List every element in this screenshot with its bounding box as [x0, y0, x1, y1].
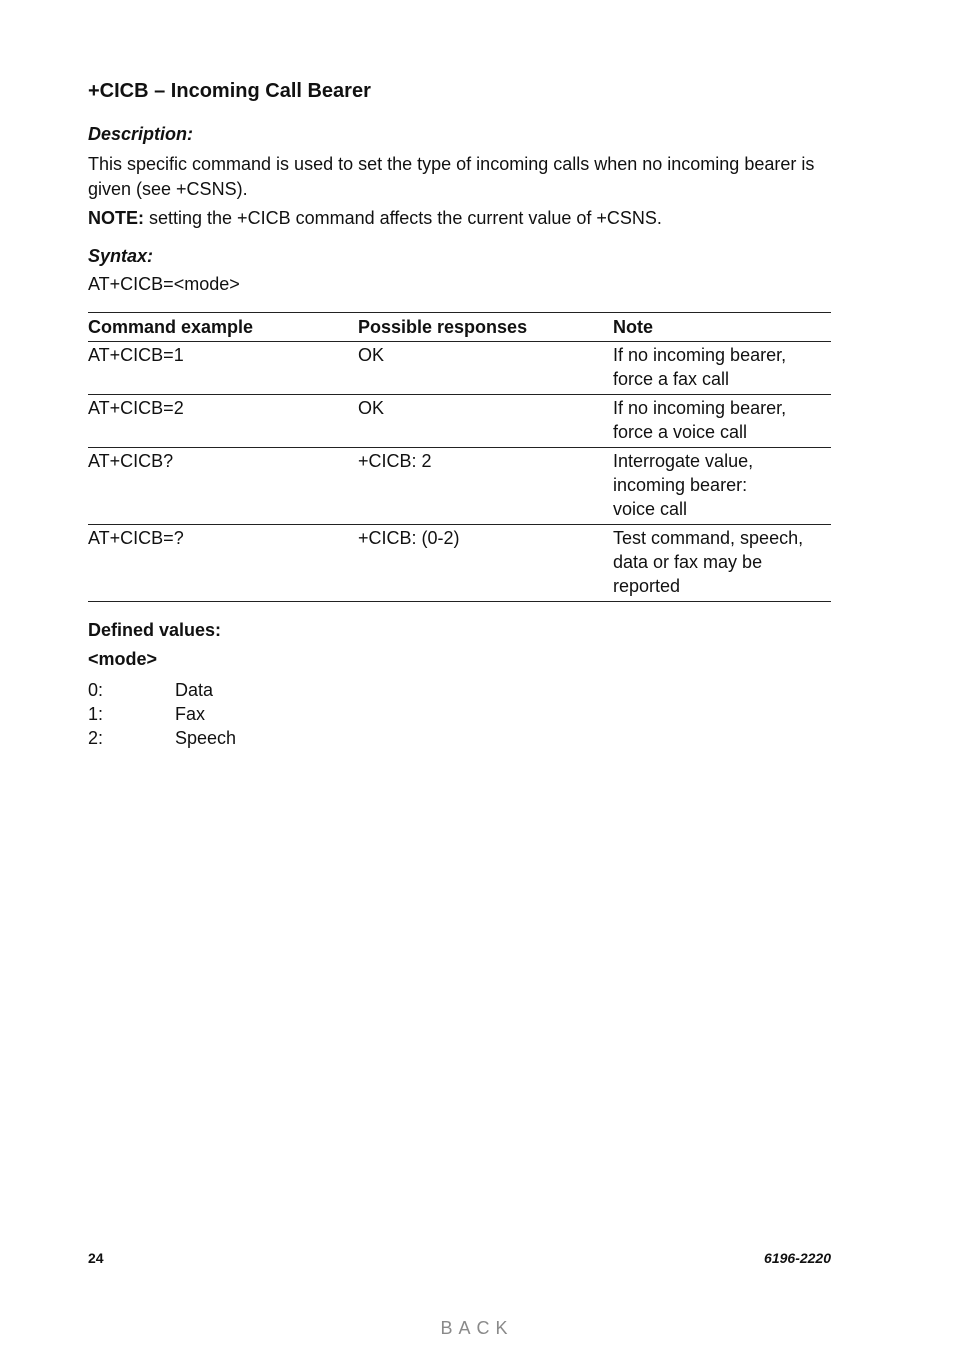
cell-note [613, 525, 831, 602]
list-item [88, 702, 236, 726]
list-item [88, 678, 236, 702]
note-line: Interrogate value, [613, 451, 754, 471]
note-keyword: NOTE: [88, 208, 144, 228]
cell-command: AT+CICB? [88, 448, 358, 525]
value-key: 0: [88, 680, 104, 700]
cell-response: OK [358, 342, 613, 395]
table-row [88, 342, 831, 395]
defined-values-label: Defined values: [88, 620, 222, 640]
table-row [88, 525, 831, 602]
header-command: Command example [88, 313, 358, 342]
value-key: 2: [88, 728, 104, 748]
syntax-label: Syntax: [88, 246, 154, 266]
cell-command: AT+CICB=1 [88, 342, 358, 395]
note-line: reported [613, 576, 681, 596]
syntax-text: AT+CICB=<mode> [88, 274, 240, 294]
cell-command: AT+CICB=2 [88, 395, 358, 448]
page-title: +CICB – Incoming Call Bearer [88, 80, 371, 102]
cell-note [613, 342, 831, 395]
value-text: Fax [175, 704, 206, 724]
table-row [88, 448, 831, 525]
header-responses: Possible responses [358, 313, 613, 342]
cell-command: AT+CICB=? [88, 525, 358, 602]
header-note: Note [613, 313, 831, 342]
note-paragraph [88, 206, 831, 231]
table-header-row [88, 313, 831, 342]
description-label: Description: [88, 124, 194, 144]
value-key: 1: [88, 704, 104, 724]
mode-parameter-label: <mode> [88, 649, 158, 669]
note-line: Test command, speech, [613, 528, 804, 548]
note-line: If no incoming bearer, [613, 398, 787, 418]
cell-response: +CICB: 2 [358, 448, 613, 525]
cell-response: +CICB: (0-2) [358, 525, 613, 602]
note-line: data or fax may be [613, 552, 763, 572]
page-number: 24 [88, 1250, 104, 1266]
note-line: voice call [613, 499, 688, 519]
document-number: 6196-2220 [764, 1250, 831, 1266]
value-text: Speech [175, 728, 237, 748]
cell-note [613, 448, 831, 525]
list-item [88, 726, 236, 750]
note-line: incoming bearer: [613, 475, 748, 495]
note-line: force a voice call [613, 422, 748, 442]
table-row [88, 395, 831, 448]
note-text: setting the +CICB command affects the current value of +CSNS. [144, 208, 662, 228]
description-text: This specific command is used to set the type of incoming calls when no incoming bearer is given (see +CSNS). [88, 154, 815, 199]
command-table [88, 312, 831, 602]
back-link[interactable]: BACK [440, 1318, 514, 1338]
note-line: If no incoming bearer, [613, 345, 787, 365]
value-text: Data [175, 680, 214, 700]
cell-note [613, 395, 831, 448]
mode-values-list [88, 678, 236, 750]
cell-response: OK [358, 395, 613, 448]
note-line: force a fax call [613, 369, 730, 389]
